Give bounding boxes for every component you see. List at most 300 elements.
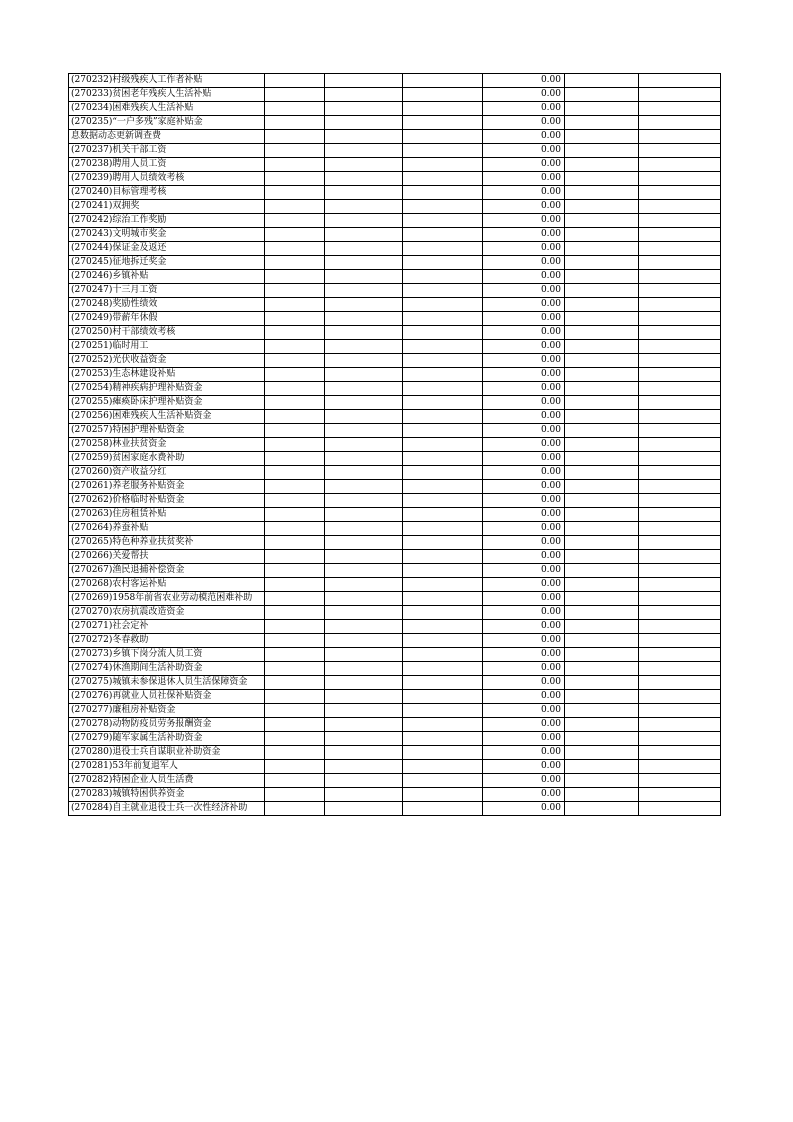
empty-cell xyxy=(565,578,639,592)
table-row xyxy=(69,704,721,718)
empty-cell xyxy=(403,102,483,116)
empty-cell xyxy=(325,802,403,816)
row-amount-cell: 0.00 xyxy=(483,368,565,382)
empty-cell xyxy=(639,634,721,648)
table-row xyxy=(69,88,721,102)
empty-cell xyxy=(325,256,403,270)
empty-cell xyxy=(265,466,325,480)
row-amount-cell: 0.00 xyxy=(483,732,565,746)
row-amount-cell: 0.00 xyxy=(483,494,565,508)
empty-cell xyxy=(565,648,639,662)
row-label-cell: (270279)随军家属生活补助资金 xyxy=(69,732,265,746)
table-row xyxy=(69,620,721,634)
row-amount-cell: 0.00 xyxy=(483,214,565,228)
table-row xyxy=(69,158,721,172)
empty-cell xyxy=(403,298,483,312)
empty-cell xyxy=(265,662,325,676)
row-label-cell: (270268)农村客运补贴 xyxy=(69,578,265,592)
empty-cell xyxy=(325,592,403,606)
empty-cell xyxy=(403,704,483,718)
table-row xyxy=(69,466,721,480)
row-label-cell: (270251)临时用工 xyxy=(69,340,265,354)
empty-cell xyxy=(639,704,721,718)
empty-cell xyxy=(265,536,325,550)
table-row xyxy=(69,718,721,732)
empty-cell xyxy=(403,774,483,788)
row-amount-cell: 0.00 xyxy=(483,158,565,172)
table-row xyxy=(69,438,721,452)
empty-cell xyxy=(325,74,403,88)
empty-cell xyxy=(639,550,721,564)
row-label-cell: (270247)十三月工资 xyxy=(69,284,265,298)
empty-cell xyxy=(639,158,721,172)
row-label-cell: (270262)价格临时补贴资金 xyxy=(69,494,265,508)
empty-cell xyxy=(403,144,483,158)
row-amount-cell: 0.00 xyxy=(483,312,565,326)
row-amount-cell: 0.00 xyxy=(483,354,565,368)
empty-cell xyxy=(639,270,721,284)
row-amount-cell: 0.00 xyxy=(483,634,565,648)
empty-cell xyxy=(565,410,639,424)
empty-cell xyxy=(265,326,325,340)
empty-cell xyxy=(403,536,483,550)
empty-cell xyxy=(639,494,721,508)
row-label-cell: (270281)53年前复退军人 xyxy=(69,760,265,774)
empty-cell xyxy=(265,718,325,732)
empty-cell xyxy=(565,606,639,620)
empty-cell xyxy=(325,298,403,312)
empty-cell xyxy=(403,564,483,578)
empty-cell xyxy=(639,466,721,480)
empty-cell xyxy=(403,74,483,88)
empty-cell xyxy=(565,242,639,256)
row-label-cell: (270242)综治工作奖励 xyxy=(69,214,265,228)
empty-cell xyxy=(265,564,325,578)
row-label-cell: (270274)休渔期间生活补助资金 xyxy=(69,662,265,676)
empty-cell xyxy=(403,228,483,242)
empty-cell xyxy=(565,340,639,354)
empty-cell xyxy=(639,746,721,760)
empty-cell xyxy=(403,312,483,326)
empty-cell xyxy=(639,256,721,270)
empty-cell xyxy=(265,382,325,396)
empty-cell xyxy=(639,410,721,424)
empty-cell xyxy=(565,802,639,816)
row-amount-cell: 0.00 xyxy=(483,550,565,564)
row-label-cell: (270233)贫困老年残疾人生活补贴 xyxy=(69,88,265,102)
empty-cell xyxy=(639,284,721,298)
row-amount-cell: 0.00 xyxy=(483,452,565,466)
empty-cell xyxy=(565,228,639,242)
empty-cell xyxy=(639,508,721,522)
empty-cell xyxy=(565,270,639,284)
empty-cell xyxy=(639,536,721,550)
table-row xyxy=(69,648,721,662)
empty-cell xyxy=(325,214,403,228)
empty-cell xyxy=(403,424,483,438)
row-label-cell: (270256)困难残疾人生活补贴资金 xyxy=(69,410,265,424)
empty-cell xyxy=(639,74,721,88)
empty-cell xyxy=(265,354,325,368)
empty-cell xyxy=(265,396,325,410)
empty-cell xyxy=(265,550,325,564)
empty-cell xyxy=(639,200,721,214)
empty-cell xyxy=(403,494,483,508)
row-amount-cell: 0.00 xyxy=(483,802,565,816)
row-amount-cell: 0.00 xyxy=(483,200,565,214)
empty-cell xyxy=(325,620,403,634)
empty-cell xyxy=(403,382,483,396)
empty-cell xyxy=(639,592,721,606)
empty-cell xyxy=(265,578,325,592)
table-row xyxy=(69,774,721,788)
empty-cell xyxy=(565,550,639,564)
empty-cell xyxy=(325,704,403,718)
empty-cell xyxy=(265,74,325,88)
empty-cell xyxy=(265,158,325,172)
row-amount-cell: 0.00 xyxy=(483,578,565,592)
table-row xyxy=(69,508,721,522)
empty-cell xyxy=(639,130,721,144)
table-row xyxy=(69,452,721,466)
table-row xyxy=(69,144,721,158)
empty-cell xyxy=(265,746,325,760)
empty-cell xyxy=(325,690,403,704)
empty-cell xyxy=(565,718,639,732)
table-row xyxy=(69,382,721,396)
empty-cell xyxy=(639,298,721,312)
empty-cell xyxy=(325,438,403,452)
empty-cell xyxy=(325,718,403,732)
row-label-cell: (270244)保证金及返还 xyxy=(69,242,265,256)
table-row xyxy=(69,676,721,690)
empty-cell xyxy=(265,452,325,466)
empty-cell xyxy=(265,438,325,452)
empty-cell xyxy=(639,144,721,158)
empty-cell xyxy=(403,508,483,522)
empty-cell xyxy=(565,452,639,466)
row-label-cell: (270269)1958年前省农业劳动模范困难补助 xyxy=(69,592,265,606)
empty-cell xyxy=(325,368,403,382)
row-label-cell: (270241)双拥奖 xyxy=(69,200,265,214)
empty-cell xyxy=(325,536,403,550)
empty-cell xyxy=(565,732,639,746)
table-row xyxy=(69,578,721,592)
table-row xyxy=(69,270,721,284)
empty-cell xyxy=(325,242,403,256)
row-amount-cell: 0.00 xyxy=(483,676,565,690)
row-label-cell: (270259)贫困家庭水费补助 xyxy=(69,452,265,466)
table-row xyxy=(69,102,721,116)
empty-cell xyxy=(565,508,639,522)
row-label-cell: (270271)社会定补 xyxy=(69,620,265,634)
row-amount-cell: 0.00 xyxy=(483,172,565,186)
empty-cell xyxy=(639,438,721,452)
empty-cell xyxy=(639,676,721,690)
table-row xyxy=(69,606,721,620)
empty-cell xyxy=(403,410,483,424)
empty-cell xyxy=(325,662,403,676)
table-row xyxy=(69,424,721,438)
empty-cell xyxy=(639,690,721,704)
empty-cell xyxy=(639,312,721,326)
empty-cell xyxy=(265,200,325,214)
empty-cell xyxy=(639,116,721,130)
empty-cell xyxy=(265,676,325,690)
empty-cell xyxy=(639,368,721,382)
empty-cell xyxy=(565,690,639,704)
empty-cell xyxy=(403,760,483,774)
empty-cell xyxy=(403,186,483,200)
empty-cell xyxy=(325,508,403,522)
empty-cell xyxy=(565,662,639,676)
row-label-cell: (270235)“一户多残”家庭补贴金 xyxy=(69,116,265,130)
empty-cell xyxy=(565,354,639,368)
empty-cell xyxy=(325,158,403,172)
empty-cell xyxy=(325,312,403,326)
empty-cell xyxy=(565,312,639,326)
empty-cell xyxy=(265,802,325,816)
empty-cell xyxy=(639,382,721,396)
empty-cell xyxy=(403,466,483,480)
empty-cell xyxy=(565,382,639,396)
table-row xyxy=(69,690,721,704)
row-label-cell: (270273)乡镇下岗分流人员工资 xyxy=(69,648,265,662)
empty-cell xyxy=(565,760,639,774)
empty-cell xyxy=(325,200,403,214)
empty-cell xyxy=(265,494,325,508)
empty-cell xyxy=(565,326,639,340)
row-label-cell: (270249)带薪年休假 xyxy=(69,312,265,326)
row-amount-cell: 0.00 xyxy=(483,522,565,536)
empty-cell xyxy=(403,452,483,466)
empty-cell xyxy=(639,452,721,466)
row-label-cell: (270248)奖励性绩效 xyxy=(69,298,265,312)
empty-cell xyxy=(639,802,721,816)
empty-cell xyxy=(325,578,403,592)
empty-cell xyxy=(639,424,721,438)
row-amount-cell: 0.00 xyxy=(483,606,565,620)
empty-cell xyxy=(325,550,403,564)
empty-cell xyxy=(325,480,403,494)
row-amount-cell: 0.00 xyxy=(483,648,565,662)
row-label-cell: (270277)廉租房补贴资金 xyxy=(69,704,265,718)
empty-cell xyxy=(325,270,403,284)
empty-cell xyxy=(639,788,721,802)
row-amount-cell: 0.00 xyxy=(483,410,565,424)
empty-cell xyxy=(403,88,483,102)
empty-cell xyxy=(639,214,721,228)
empty-cell xyxy=(325,102,403,116)
empty-cell xyxy=(325,88,403,102)
row-label-cell: (270238)聘用人员工资 xyxy=(69,158,265,172)
table-row xyxy=(69,746,721,760)
empty-cell xyxy=(565,592,639,606)
empty-cell xyxy=(639,620,721,634)
table-row xyxy=(69,172,721,186)
empty-cell xyxy=(265,732,325,746)
empty-cell xyxy=(565,130,639,144)
empty-cell xyxy=(403,368,483,382)
empty-cell xyxy=(325,522,403,536)
empty-cell xyxy=(325,410,403,424)
empty-cell xyxy=(325,424,403,438)
empty-cell xyxy=(639,340,721,354)
empty-cell xyxy=(565,536,639,550)
empty-cell xyxy=(639,228,721,242)
empty-cell xyxy=(325,326,403,340)
table-row xyxy=(69,662,721,676)
empty-cell xyxy=(639,774,721,788)
empty-cell xyxy=(265,410,325,424)
empty-cell xyxy=(565,774,639,788)
table-row xyxy=(69,536,721,550)
row-amount-cell: 0.00 xyxy=(483,536,565,550)
row-amount-cell: 0.00 xyxy=(483,788,565,802)
empty-cell xyxy=(403,802,483,816)
row-amount-cell: 0.00 xyxy=(483,466,565,480)
empty-cell xyxy=(565,144,639,158)
empty-cell xyxy=(639,326,721,340)
row-amount-cell: 0.00 xyxy=(483,102,565,116)
empty-cell xyxy=(265,340,325,354)
empty-cell xyxy=(403,116,483,130)
table-row xyxy=(69,200,721,214)
table-row xyxy=(69,634,721,648)
empty-cell xyxy=(639,578,721,592)
empty-cell xyxy=(265,242,325,256)
row-label-cell: (270243)文明城市奖金 xyxy=(69,228,265,242)
row-amount-cell: 0.00 xyxy=(483,340,565,354)
empty-cell xyxy=(565,676,639,690)
empty-cell xyxy=(403,746,483,760)
empty-cell xyxy=(265,788,325,802)
empty-cell xyxy=(639,88,721,102)
empty-cell xyxy=(325,732,403,746)
empty-cell xyxy=(325,634,403,648)
empty-cell xyxy=(265,102,325,116)
row-amount-cell: 0.00 xyxy=(483,746,565,760)
empty-cell xyxy=(403,662,483,676)
row-label-cell: (270234)困难残疾人生活补贴 xyxy=(69,102,265,116)
empty-cell xyxy=(565,186,639,200)
empty-cell xyxy=(565,116,639,130)
row-label-cell: (270246)乡镇补贴 xyxy=(69,270,265,284)
row-amount-cell: 0.00 xyxy=(483,396,565,410)
empty-cell xyxy=(639,662,721,676)
row-amount-cell: 0.00 xyxy=(483,130,565,144)
empty-cell xyxy=(403,340,483,354)
row-amount-cell: 0.00 xyxy=(483,424,565,438)
table-row xyxy=(69,564,721,578)
empty-cell xyxy=(265,284,325,298)
empty-cell xyxy=(403,438,483,452)
row-label-cell: (270265)特色种养业扶贫奖补 xyxy=(69,536,265,550)
empty-cell xyxy=(265,774,325,788)
empty-cell xyxy=(325,116,403,130)
empty-cell xyxy=(265,312,325,326)
empty-cell xyxy=(403,676,483,690)
empty-cell xyxy=(565,620,639,634)
empty-cell xyxy=(565,424,639,438)
row-label-cell: (270250)村干部绩效考核 xyxy=(69,326,265,340)
empty-cell xyxy=(639,480,721,494)
row-amount-cell: 0.00 xyxy=(483,382,565,396)
empty-cell xyxy=(639,186,721,200)
row-label-cell: (270260)资产收益分红 xyxy=(69,466,265,480)
row-amount-cell: 0.00 xyxy=(483,326,565,340)
empty-cell xyxy=(403,214,483,228)
empty-cell xyxy=(403,718,483,732)
row-label-cell: (270232)村级残疾人工作者补贴 xyxy=(69,74,265,88)
table-row xyxy=(69,368,721,382)
empty-cell xyxy=(639,102,721,116)
empty-cell xyxy=(265,172,325,186)
empty-cell xyxy=(265,508,325,522)
empty-cell xyxy=(325,284,403,298)
row-amount-cell: 0.00 xyxy=(483,242,565,256)
row-label-cell: (270278)动物防疫员劳务报酬资金 xyxy=(69,718,265,732)
empty-cell xyxy=(325,466,403,480)
empty-cell xyxy=(403,592,483,606)
empty-cell xyxy=(639,396,721,410)
row-label-cell: (270283)城镇特困供养资金 xyxy=(69,788,265,802)
row-amount-cell: 0.00 xyxy=(483,144,565,158)
table-row xyxy=(69,284,721,298)
table-row xyxy=(69,592,721,606)
row-amount-cell: 0.00 xyxy=(483,704,565,718)
empty-cell xyxy=(565,368,639,382)
empty-cell xyxy=(325,228,403,242)
empty-cell xyxy=(325,382,403,396)
row-amount-cell: 0.00 xyxy=(483,480,565,494)
table-row xyxy=(69,802,721,816)
row-amount-cell: 0.00 xyxy=(483,592,565,606)
table-row xyxy=(69,298,721,312)
empty-cell xyxy=(565,634,639,648)
row-amount-cell: 0.00 xyxy=(483,774,565,788)
empty-cell xyxy=(265,144,325,158)
budget-table xyxy=(68,73,721,816)
row-amount-cell: 0.00 xyxy=(483,88,565,102)
empty-cell xyxy=(565,704,639,718)
empty-cell xyxy=(325,648,403,662)
row-amount-cell: 0.00 xyxy=(483,74,565,88)
empty-cell xyxy=(403,634,483,648)
row-label-cell: (270275)城镇未参保退休人员生活保障资金 xyxy=(69,676,265,690)
empty-cell xyxy=(403,690,483,704)
row-amount-cell: 0.00 xyxy=(483,438,565,452)
empty-cell xyxy=(265,186,325,200)
table-row xyxy=(69,256,721,270)
empty-cell xyxy=(565,74,639,88)
empty-cell xyxy=(639,242,721,256)
empty-cell xyxy=(325,760,403,774)
empty-cell xyxy=(565,284,639,298)
empty-cell xyxy=(265,368,325,382)
empty-cell xyxy=(639,522,721,536)
table-row xyxy=(69,228,721,242)
empty-cell xyxy=(325,354,403,368)
empty-cell xyxy=(403,606,483,620)
empty-cell xyxy=(403,354,483,368)
empty-cell xyxy=(403,270,483,284)
empty-cell xyxy=(639,760,721,774)
empty-cell xyxy=(403,480,483,494)
empty-cell xyxy=(325,186,403,200)
row-label-cell: (270280)退役士兵自谋职业补助资金 xyxy=(69,746,265,760)
empty-cell xyxy=(265,480,325,494)
